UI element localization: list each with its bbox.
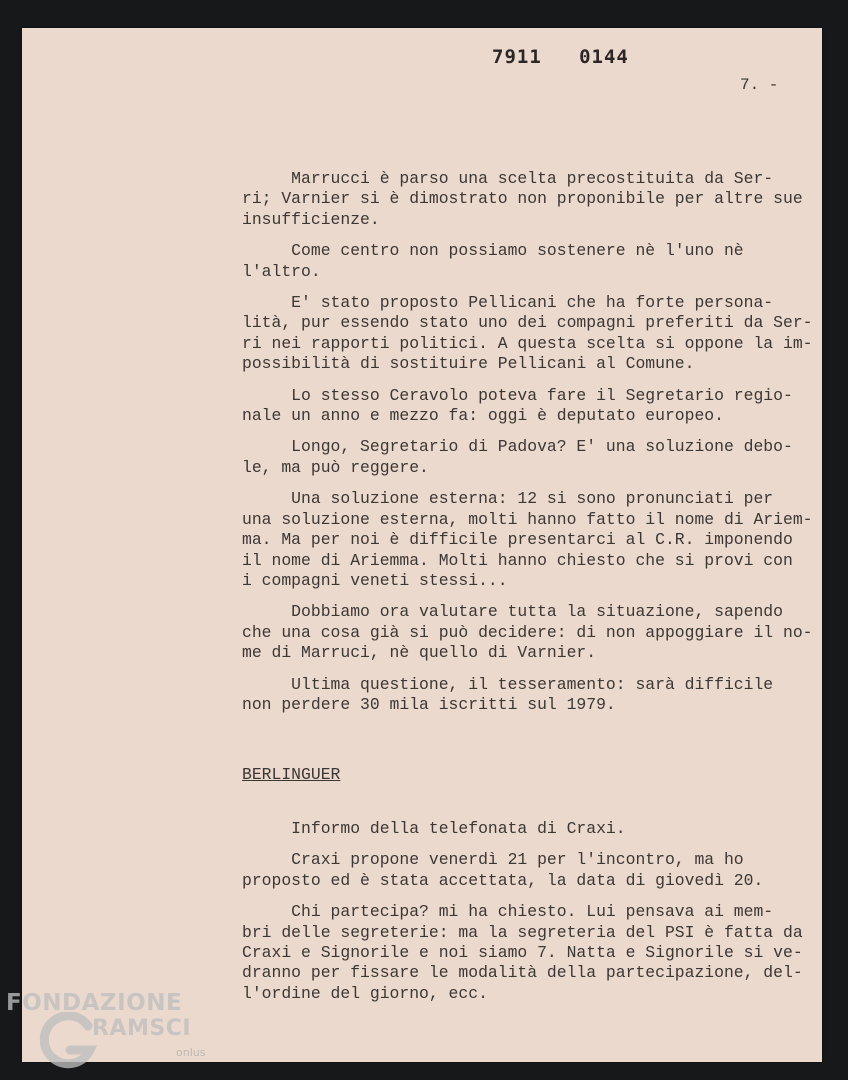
paragraph: Una soluzione esterna: 12 si sono pronunciati per una soluzione esterna, molti hanno fatto il nome di Ariem- ma. Ma per noi è difficile presentarci al C.R. imponendo il nome di Ariemma. Molti hanno chiesto che si provi con i compagni veneti stessi... [242,489,813,590]
logo-text-fondazione: FONDAZIONE [6,990,183,1016]
body-section-2 [242,819,812,1015]
gramsci-g-logo-icon [36,1012,98,1070]
paragraph: Dobbiamo ora valutare tutta la situazione, sapendo che una cosa già si può decidere: di non appoggiare il no- me di Marruci, nè quello di Varnier. [242,602,813,663]
logo-text-onlus: onlus [176,1046,206,1059]
document-page [22,28,822,1062]
body-section-1 [242,169,812,726]
paragraph: Marrucci è parso una scelta precostituita da Ser- ri; Varnier si è dimostrato non proponibile per altre sue insufficienze. [242,169,803,229]
paragraph: E' stato proposto Pellicani che ha forte persona- lità, pur essendo stato uno dei compagni preferiti da Ser- ri nei rapporti politici. A questa scelta si oppone la im- possibilità di sostituire Pellicani al Comune. [242,293,813,374]
paragraph: Ultima questione, il tesseramento: sarà difficile non perdere 30 mila iscritti sul 1979. [242,674,774,714]
speaker-heading: BERLINGUER [242,765,341,784]
paragraph: Longo, Segretario di Padova? E' una soluzione debo- le, ma può reggere. [242,437,793,477]
paragraph: Come centro non possiamo sostenere nè l'uno nè l'altro. [242,241,744,281]
watermark-logo [6,990,216,1070]
logo-text-gramsci: RAMSCI [92,1016,192,1041]
page-number: 7. - [740,76,779,94]
paragraph: Informo della telefonata di Craxi. [242,819,626,838]
document-number: 7911 0144 [492,46,629,68]
paragraph: Lo stesso Ceravolo poteva fare il Segretario regio- nale un anno e mezzo fa: oggi è deputato europeo. [242,385,793,426]
paragraph: Chi partecipa? mi ha chiesto. Lui pensava ai mem- bri delle segreterie: ma la segreteria del PSI è fatta da Craxi e Signorile e noi siamo 7. Natta e Signorile si ve- dranno per fissare le modalità della partecipazione, del- l'ordine del giorno, ecc. [242,902,803,1003]
paragraph: Craxi propone venerdì 21 per l'incontro, ma ho proposto ed è stata accettata, la data di giovedì 20. [242,850,764,890]
